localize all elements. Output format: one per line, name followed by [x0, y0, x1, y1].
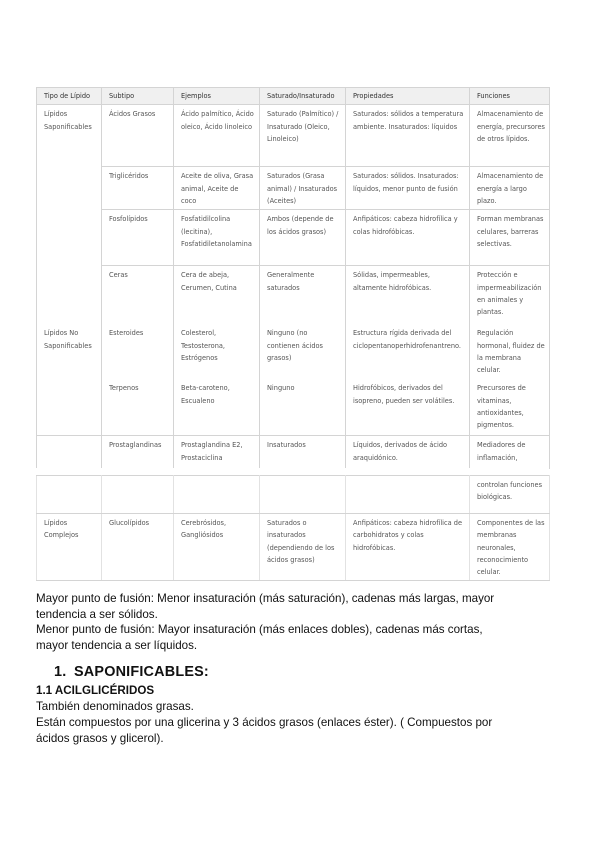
cell-subtipo: Glucolípidos	[102, 514, 174, 581]
header-ejemplos: Ejemplos	[174, 88, 260, 105]
cell-ejemplos: Cerebrósidos, Gangliósidos	[174, 514, 260, 581]
paragraph-composition: Están compuestos por una glicerina y 3 ácidos grasos (enlaces éster). ( Compuestos por ácidos grasos y glicerol).	[36, 716, 493, 745]
cell-subtipo: Ácidos Grasos	[102, 105, 174, 167]
cell-ejemplos: Ácido palmítico, Ácido oleico, Ácido linoleico	[174, 105, 260, 167]
cell-propiedades: Anfipáticos: cabeza hidrofílica de carbohidratos y colas hidrofóbicas.	[346, 514, 470, 581]
cell-subtipo: Ceras	[102, 266, 174, 324]
cell-ejemplos: Prostaglandina E2, Prostaciclina	[174, 436, 260, 469]
cell-funciones: Almacenamiento de energía, precursores de otros lípidos.	[470, 105, 550, 167]
paragraph-also-called: También denominados grasas.	[36, 700, 194, 713]
cell-saturacion: Saturados (Grasa animal) / Insaturados (Aceites)	[260, 167, 346, 210]
cell-subtipo: Esteroides	[102, 324, 174, 379]
table-row	[37, 324, 550, 379]
cell-subtipo: Prostaglandinas	[102, 436, 174, 469]
cell-subtipo: Triglicéridos	[102, 167, 174, 210]
section-heading	[54, 664, 209, 680]
cell-ejemplos: Aceite de oliva, Grasa animal, Aceite de coco	[174, 167, 260, 210]
header-saturacion: Saturado/Insaturado	[260, 88, 346, 105]
cell-funciones: Componentes de las membranas neuronales, reconocimiento celular.	[470, 514, 550, 581]
header-funciones: Funciones	[470, 88, 550, 105]
cell-propiedades	[346, 476, 470, 514]
cell-subtipo	[102, 476, 174, 514]
cell-funciones: controlan funciones biológicas.	[470, 476, 550, 514]
cell-funciones: Regulación hormonal, fluidez de la membrana celular.	[470, 324, 550, 379]
cell-propiedades: Saturados: sólidos. Insaturados: líquidos, menor punto de fusión	[346, 167, 470, 210]
header-propiedades: Propiedades	[346, 88, 470, 105]
header-tipo: Tipo de Lípido	[37, 88, 102, 105]
cell-ejemplos	[174, 476, 260, 514]
cell-tipo	[37, 476, 102, 514]
cell-saturacion: Ambos (depende de los ácidos grasos)	[260, 210, 346, 266]
cell-propiedades: Líquidos, derivados de ácido araquidónico.	[346, 436, 470, 469]
cell-saturacion	[260, 476, 346, 514]
table-row	[37, 514, 550, 581]
cell-saturacion: Generalmente saturados	[260, 266, 346, 324]
cell-saturacion: Ninguno	[260, 379, 346, 436]
cell-ejemplos: Cera de abeja, Cerumen, Cutina	[174, 266, 260, 324]
table-header-row	[37, 88, 550, 105]
cell-ejemplos: Fosfatidilcolina (lecitina), Fosfatidiletanolamina	[174, 210, 260, 266]
cell-tipo	[37, 210, 102, 266]
subsection-heading: 1.1 ACILGLICÉRIDOS	[36, 684, 155, 697]
cell-funciones: Protección e impermeabilización en animales y plantas.	[470, 266, 550, 324]
cell-tipo: Lípidos Complejos	[37, 514, 102, 581]
cell-subtipo: Terpenos	[102, 379, 174, 436]
table-row	[37, 167, 550, 210]
header-subtipo: Subtipo	[102, 88, 174, 105]
cell-saturacion: Saturado (Palmítico) / Insaturado (Oleico, Linoleico)	[260, 105, 346, 167]
note-higher-melting-point: Mayor punto de fusión: Menor insaturación (más saturación), cadenas más largas, mayor tendencia a ser sólidos.	[36, 592, 495, 621]
cell-saturacion: Ninguno (no contienen ácidos grasos)	[260, 324, 346, 379]
table-row-continued	[37, 476, 550, 514]
lipids-table	[36, 87, 550, 469]
cell-ejemplos: Colesterol, Testosterona, Estrógenos	[174, 324, 260, 379]
cell-propiedades: Hidrofóbicos, derivados del isopreno, pueden ser volátiles.	[346, 379, 470, 436]
cell-propiedades: Estructura rígida derivada del ciclopentanoperhidrofenantreno.	[346, 324, 470, 379]
page-break	[36, 468, 549, 474]
cell-tipo	[37, 266, 102, 324]
cell-funciones: Almacenamiento de energía a largo plazo.	[470, 167, 550, 210]
cell-saturacion: Saturados o insaturados (dependiendo de los ácidos grasos)	[260, 514, 346, 581]
cell-funciones: Forman membranas celulares, barreras selectivas.	[470, 210, 550, 266]
note-lower-melting-point: Menor punto de fusión: Mayor insaturación (más enlaces dobles), cadenas más cortas, mayor tendencia a ser líquidos.	[36, 623, 483, 652]
cell-tipo: Lípidos Saponificables	[37, 105, 102, 167]
table-row	[37, 105, 550, 167]
cell-tipo: Lípidos No Saponificables	[37, 324, 102, 379]
cell-propiedades: Anfipáticos: cabeza hidrofílica y colas hidrofóbicas.	[346, 210, 470, 266]
lipids-table-continued	[36, 475, 550, 581]
table-row	[37, 266, 550, 324]
section-title: SAPONIFICABLES:	[74, 664, 209, 680]
table-row	[37, 379, 550, 436]
section-number: 1.	[54, 664, 67, 680]
cell-ejemplos: Beta-caroteno, Escualeno	[174, 379, 260, 436]
cell-tipo	[37, 379, 102, 436]
cell-funciones: Precursores de vitaminas, antioxidantes, pigmentos.	[470, 379, 550, 436]
cell-funciones: Mediadores de inflamación,	[470, 436, 550, 469]
cell-tipo	[37, 436, 102, 469]
cell-propiedades: Sólidas, impermeables, altamente hidrofóbicas.	[346, 266, 470, 324]
cell-tipo	[37, 167, 102, 210]
table-row	[37, 436, 550, 469]
cell-saturacion: Insaturados	[260, 436, 346, 469]
cell-subtipo: Fosfolípidos	[102, 210, 174, 266]
cell-propiedades: Saturados: sólidos a temperatura ambiente. Insaturados: líquidos	[346, 105, 470, 167]
table-row	[37, 210, 550, 266]
